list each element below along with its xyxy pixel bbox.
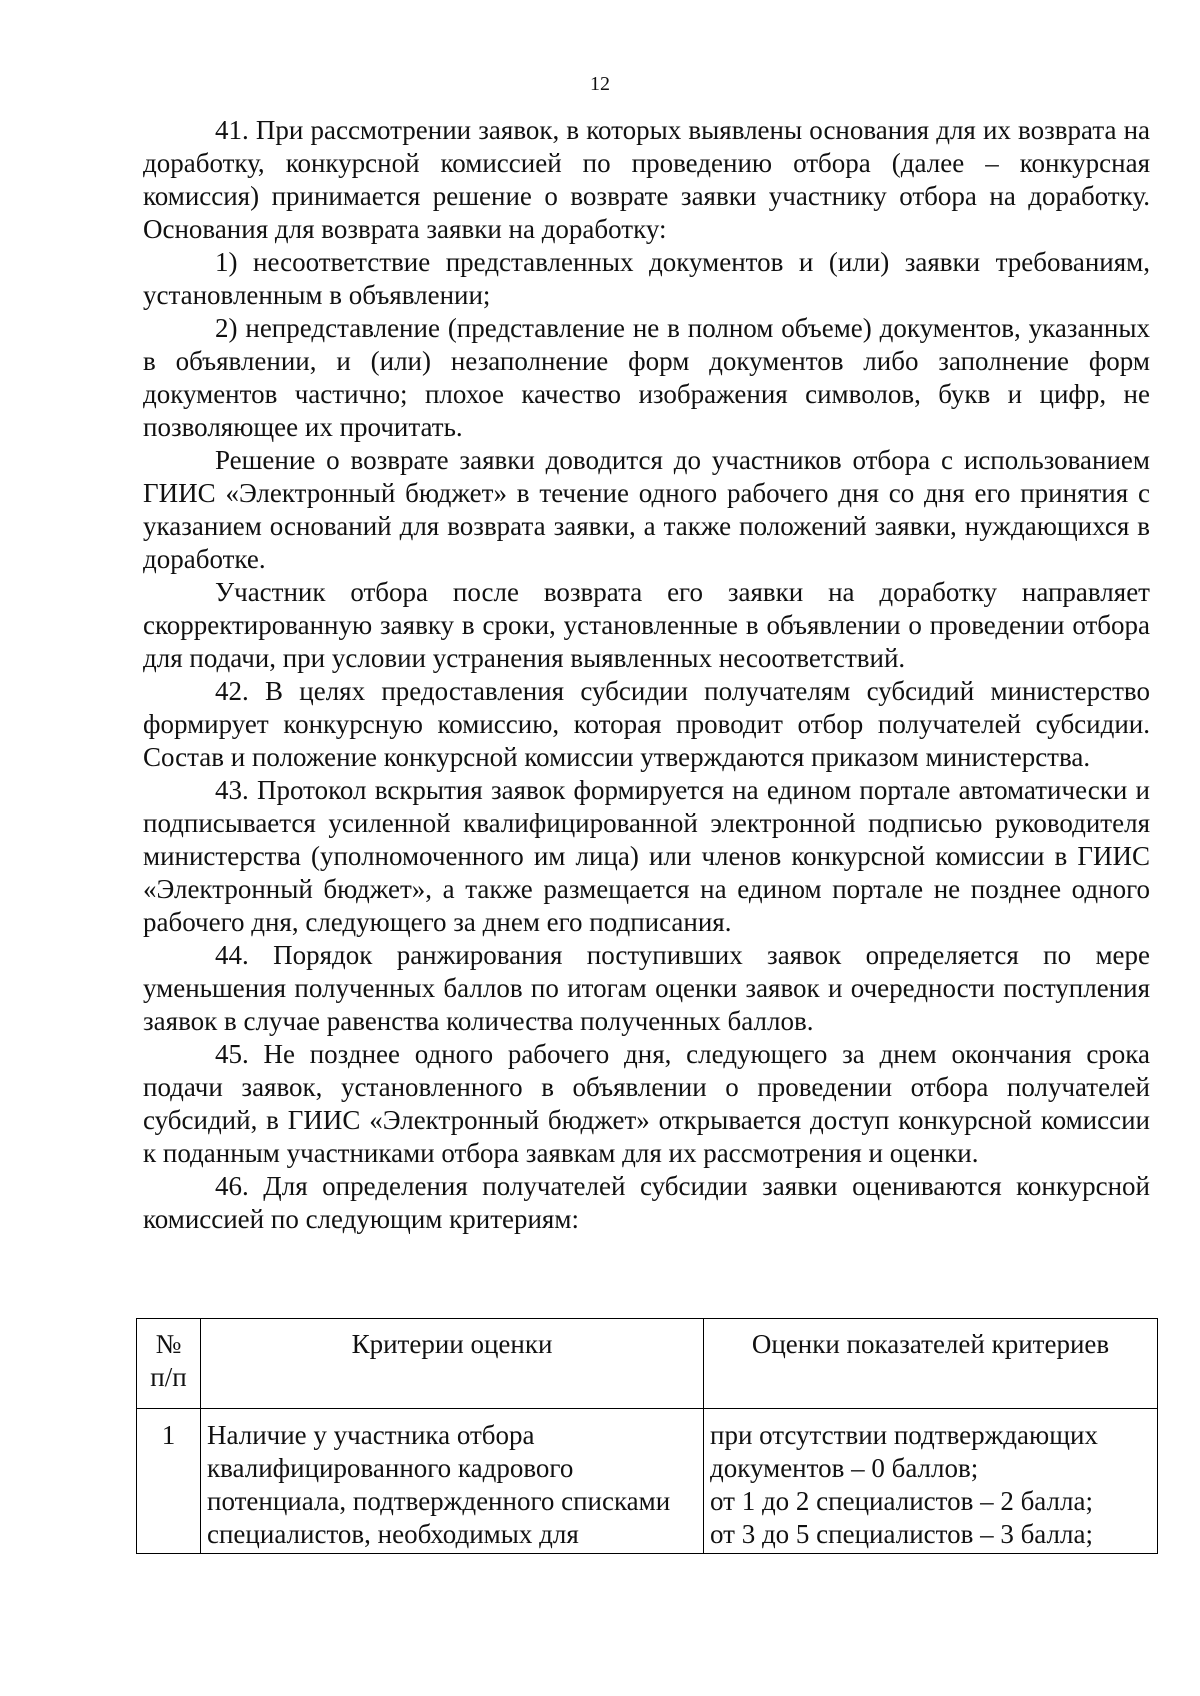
- criteria-line: квалифицированного кадрового: [207, 1453, 574, 1483]
- criteria-line: потенциала, подтвержденного списками: [207, 1486, 671, 1516]
- header-number-abbrev: п/п: [150, 1362, 187, 1392]
- paragraph-41: 41. При рассмотрении заявок, в которых выявлены основания для их возврата на доработку, конкурсной комиссией по проведению отбора (далее – конкурсная комиссия) принимается решение о возврате заявки участнику отбора на доработку. Основания для возврата заявки на доработку:: [143, 115, 1150, 244]
- evaluation-line: документов – 0 баллов;: [710, 1453, 979, 1483]
- evaluation-line: при отсутствии подтверждающих: [710, 1420, 1098, 1450]
- header-criteria: Критерии оценки: [201, 1319, 704, 1409]
- header-evaluation: Оценки показателей критериев: [704, 1319, 1158, 1409]
- evaluation-line: от 3 до 5 специалистов – 3 балла;: [710, 1519, 1093, 1549]
- page-number: 12: [590, 73, 610, 95]
- paragraph-41-item-2: 2) непредставление (представление не в полном объеме) документов, указанных в объявлении, и (или) незаполнение форм документов либо заполнение форм документов частично; плохое качество изображения символов, букв и цифр, не позволяющее их прочитать.: [143, 313, 1150, 442]
- criteria-line: Наличие у участника отбора: [207, 1420, 535, 1450]
- table-header-row: [137, 1319, 1158, 1409]
- paragraph-45: 45. Не позднее одного рабочего дня, следующего за днем окончания срока подачи заявок, установленного в объявлении о проведении отбора получателей субсидий, в ГИИС «Электронный бюджет» открывается доступ конкурсной комиссии к поданным участниками отбора заявкам для их рассмотрения и оценки.: [143, 1039, 1150, 1168]
- paragraph-46: 46. Для определения получателей субсидии заявки оцениваются конкурсной комиссией по следующим критериям:: [143, 1171, 1150, 1234]
- row-number: 1: [137, 1409, 201, 1554]
- row-evaluation: [704, 1409, 1158, 1554]
- header-number: [137, 1319, 201, 1409]
- evaluation-line: от 1 до 2 специалистов – 2 балла;: [710, 1486, 1093, 1516]
- table-row: [137, 1409, 1158, 1554]
- paragraph-43: 43. Протокол вскрытия заявок формируется на едином портале автоматически и подписывается усиленной квалифицированной электронной подписью руководителя министерства (уполномоченного им лица) или членов конкурсной комиссии в ГИИС «Электронный бюджет», а также размещается на едином портале не позднее одного рабочего дня, следующего за днем его подписания.: [143, 775, 1150, 937]
- document-body: [143, 114, 1150, 1236]
- paragraph-41-resubmission: Участник отбора после возврата его заявки на доработку направляет скорректированную заявку в сроки, установленные в объявлении о проведении отбора для подачи, при условии устранения выявленных несоответствий.: [143, 577, 1150, 673]
- header-number-sign: №: [155, 1329, 182, 1359]
- criteria-table: [136, 1318, 1158, 1554]
- paragraph-41-item-1: 1) несоответствие представленных документов и (или) заявки требованиям, установленным в объявлении;: [143, 247, 1150, 310]
- row-criteria: [201, 1409, 704, 1554]
- paragraph-44: 44. Порядок ранжирования поступивших заявок определяется по мере уменьшения полученных баллов по итогам оценки заявок и очередности поступления заявок в случае равенства количества полученных баллов.: [143, 940, 1150, 1036]
- criteria-line: специалистов, необходимых для: [207, 1519, 579, 1549]
- paragraph-41-return-decision: Решение о возврате заявки доводится до участников отбора с использованием ГИИС «Электронный бюджет» в течение одного рабочего дня со дня его принятия с указанием оснований для возврата заявки, а также положений заявки, нуждающихся в доработке.: [143, 445, 1150, 574]
- paragraph-42: 42. В целях предоставления субсидии получателям субсидий министерство формирует конкурсную комиссию, которая проводит отбор получателей субсидии. Состав и положение конкурсной комиссии утверждаются приказом министерства.: [143, 676, 1150, 772]
